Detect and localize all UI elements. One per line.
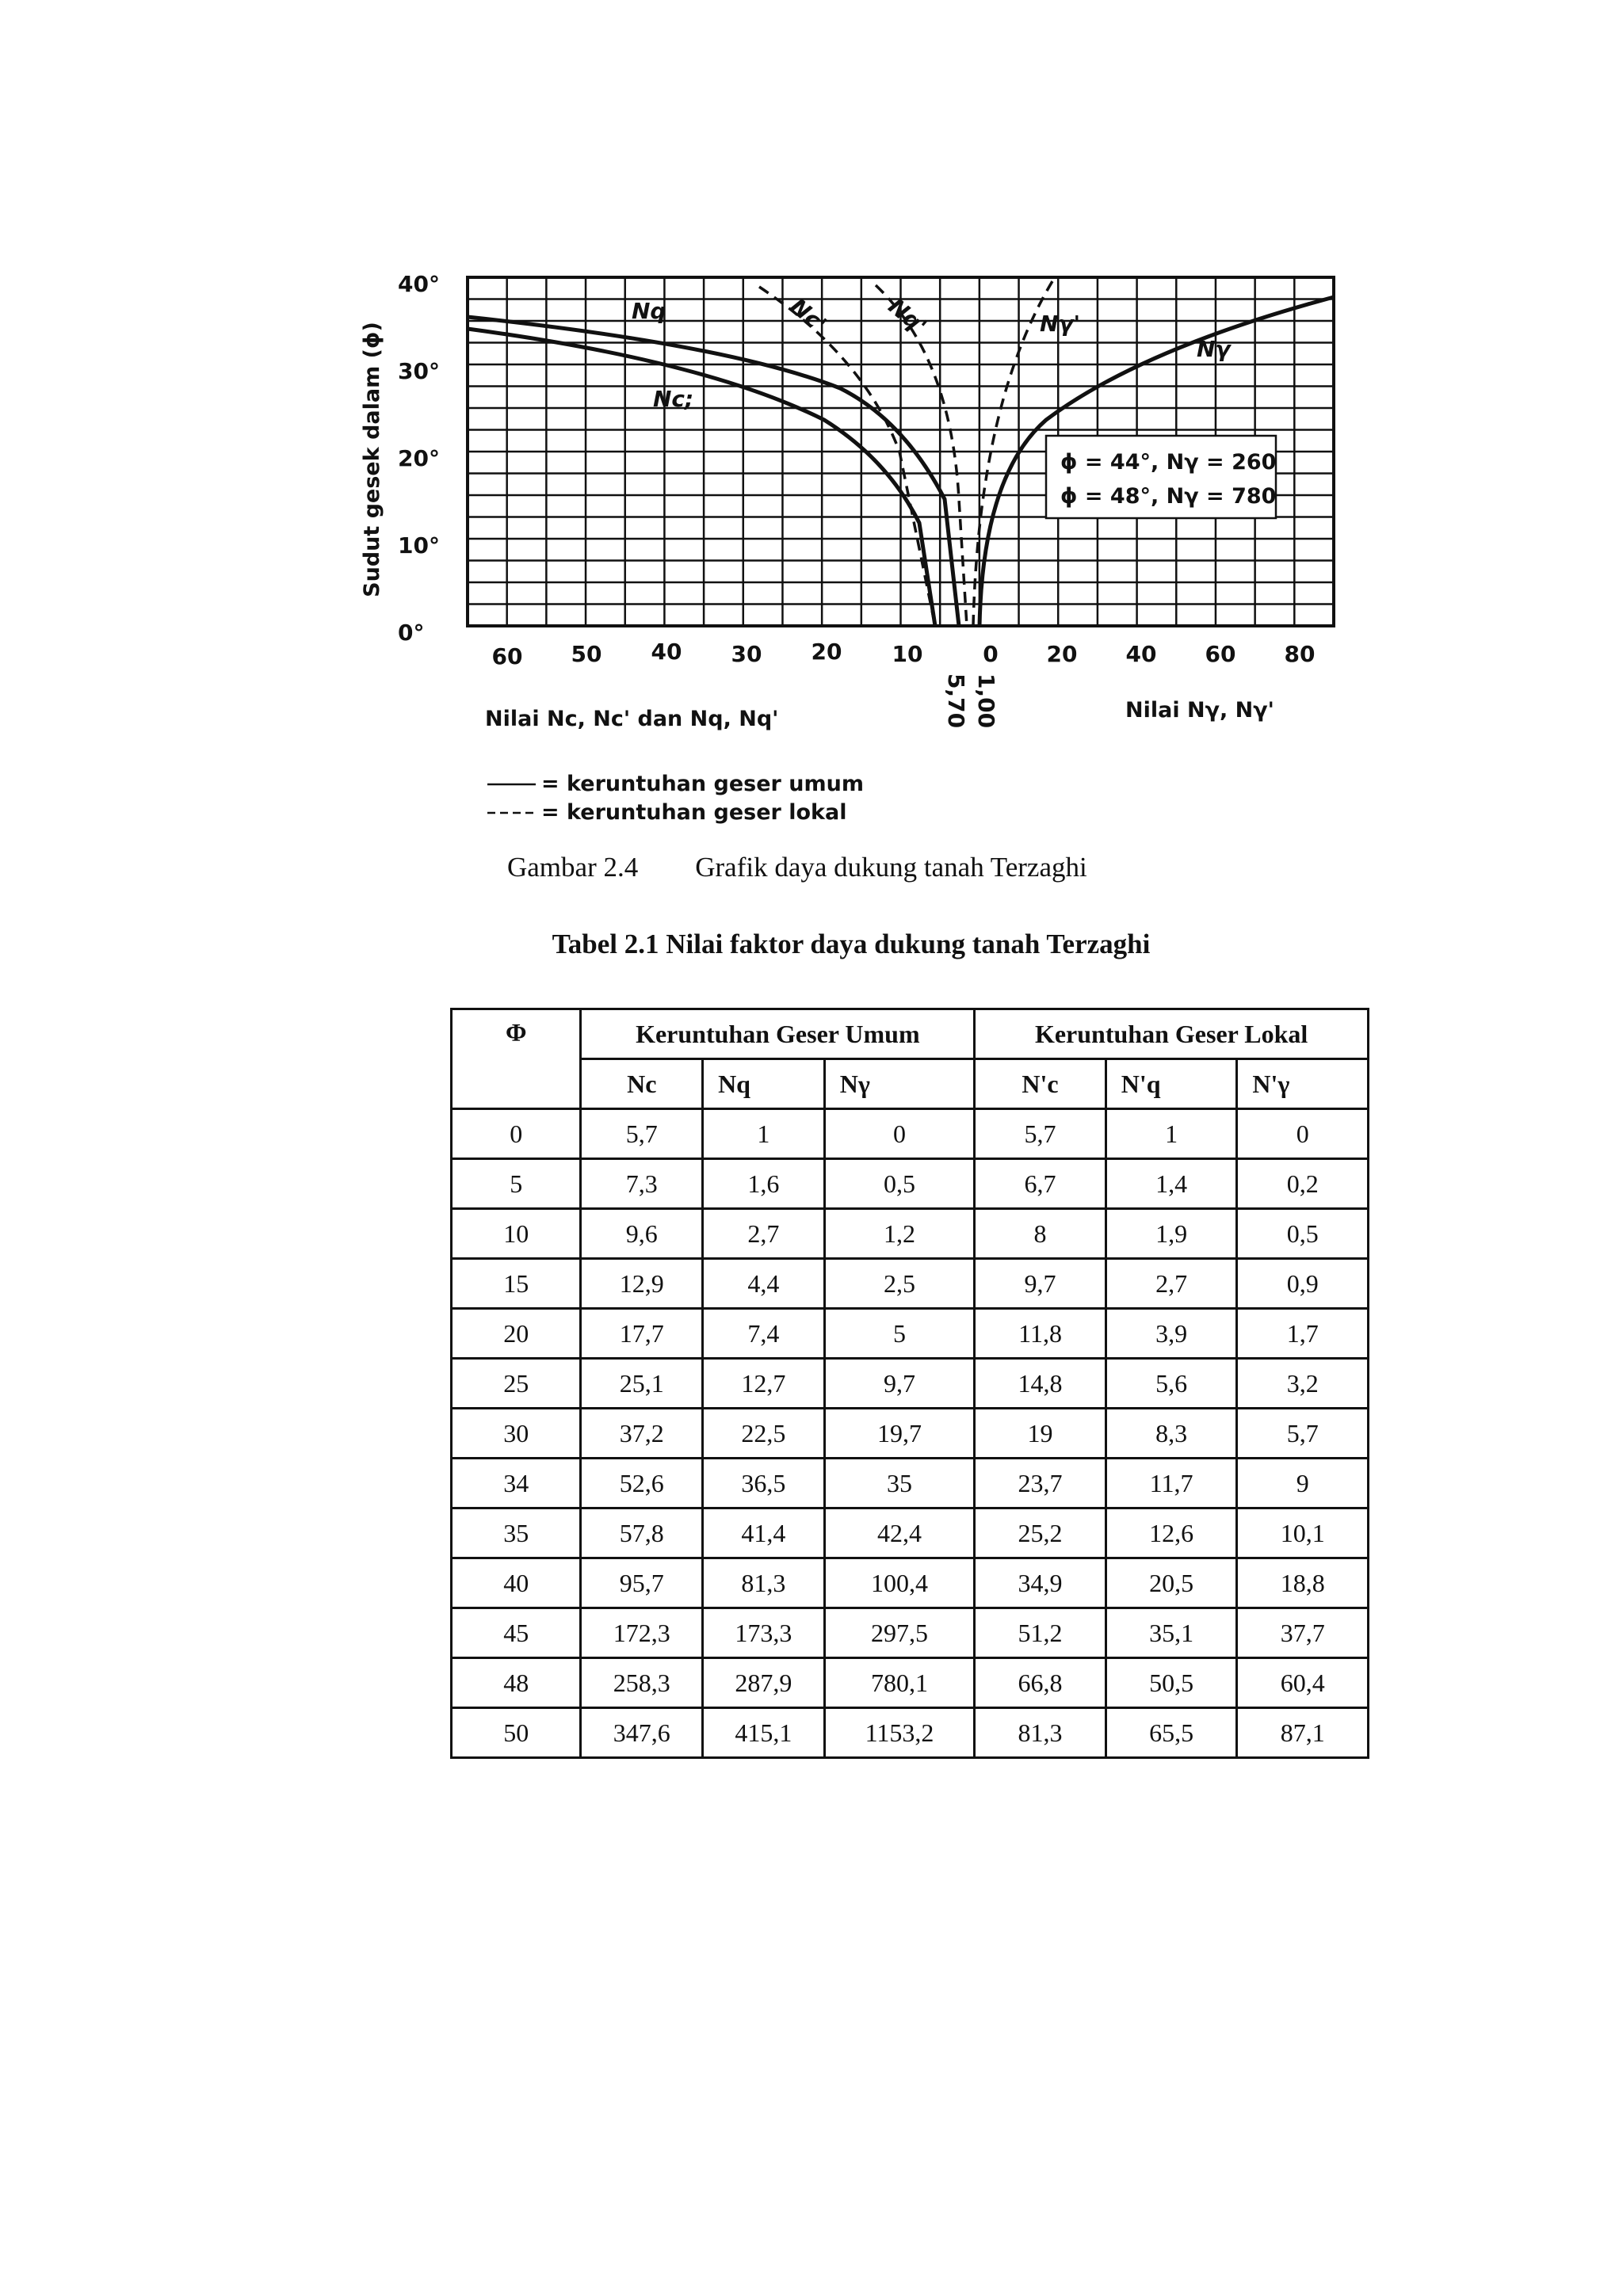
value-cell: 1,2 bbox=[824, 1209, 975, 1259]
phi-cell: 34 bbox=[452, 1459, 581, 1508]
value-cell: 12,7 bbox=[703, 1359, 825, 1409]
y-tick-30: 30° bbox=[398, 358, 440, 384]
value-cell: 172,3 bbox=[581, 1608, 703, 1658]
table-row bbox=[452, 1558, 1369, 1608]
value-cell: 1,6 bbox=[703, 1159, 825, 1209]
value-cell: 6,7 bbox=[975, 1159, 1106, 1209]
x-tick-50: 50 bbox=[571, 641, 602, 667]
figure-caption bbox=[507, 852, 1087, 883]
legend-general: = keruntuhan geser umum bbox=[541, 772, 864, 796]
curve-nc-prime bbox=[759, 287, 935, 626]
value-cell: 12,6 bbox=[1106, 1508, 1237, 1558]
phi-cell: 10 bbox=[452, 1209, 581, 1259]
phi-cell: 30 bbox=[452, 1409, 581, 1459]
table-row bbox=[452, 1359, 1369, 1409]
value-cell: 347,6 bbox=[581, 1708, 703, 1758]
subheader-nc-prime: N'c bbox=[975, 1059, 1106, 1109]
value-cell: 19,7 bbox=[824, 1409, 975, 1459]
phi-cell: 5 bbox=[452, 1159, 581, 1209]
y-axis-title: Sudut gesek dalam (ϕ) bbox=[360, 322, 384, 597]
value-cell: 17,7 bbox=[581, 1309, 703, 1359]
x-tick-40: 40 bbox=[651, 639, 682, 665]
caption-text: Grafik daya dukung tanah Terzaghi bbox=[695, 852, 1087, 883]
x-axis-label-right: Nilai Nγ, Nγ' bbox=[1125, 698, 1274, 723]
legend bbox=[487, 772, 864, 825]
value-cell: 23,7 bbox=[975, 1459, 1106, 1508]
value-cell: 81,3 bbox=[975, 1708, 1106, 1758]
table-header-row bbox=[452, 1009, 1369, 1059]
value-cell: 2,7 bbox=[1106, 1259, 1237, 1309]
value-cell: 5,7 bbox=[975, 1109, 1106, 1159]
value-cell: 8 bbox=[975, 1209, 1106, 1259]
phi-cell: 40 bbox=[452, 1558, 581, 1608]
y-tick-20: 20° bbox=[398, 445, 440, 471]
value-cell: 7,3 bbox=[581, 1159, 703, 1209]
x-tick-r0: 0 bbox=[983, 641, 999, 667]
value-cell: 3,9 bbox=[1106, 1309, 1237, 1359]
value-cell: 287,9 bbox=[703, 1658, 825, 1708]
value-cell: 20,5 bbox=[1106, 1558, 1237, 1608]
y-tick-40: 40° bbox=[398, 271, 440, 297]
y-tick-10: 10° bbox=[398, 532, 440, 559]
value-cell: 1,4 bbox=[1106, 1159, 1237, 1209]
header-phi: Φ bbox=[452, 1009, 581, 1109]
value-cell: 0,9 bbox=[1237, 1259, 1369, 1309]
value-cell: 11,8 bbox=[975, 1309, 1106, 1359]
label-nq-prime: Nq' bbox=[883, 292, 932, 340]
value-cell: 1,7 bbox=[1237, 1309, 1369, 1359]
value-cell: 0 bbox=[1237, 1109, 1369, 1159]
value-cell: 37,2 bbox=[581, 1409, 703, 1459]
value-cell: 11,7 bbox=[1106, 1459, 1237, 1508]
table-body bbox=[452, 1109, 1369, 1758]
table-row bbox=[452, 1259, 1369, 1309]
value-cell: 57,8 bbox=[581, 1508, 703, 1558]
value-cell: 9,7 bbox=[824, 1359, 975, 1409]
value-cell: 0,2 bbox=[1237, 1159, 1369, 1209]
subheader-nq: Nq bbox=[703, 1059, 825, 1109]
label-nc-prime: Nc' bbox=[785, 292, 832, 338]
value-cell: 35 bbox=[824, 1459, 975, 1508]
value-cell: 5,7 bbox=[1237, 1409, 1369, 1459]
value-cell: 18,8 bbox=[1237, 1558, 1369, 1608]
value-cell: 34,9 bbox=[975, 1558, 1106, 1608]
value-cell: 65,5 bbox=[1106, 1708, 1237, 1758]
value-cell: 35,1 bbox=[1106, 1608, 1237, 1658]
value-cell: 60,4 bbox=[1237, 1658, 1369, 1708]
value-cell: 0,5 bbox=[1237, 1209, 1369, 1259]
table-row bbox=[452, 1109, 1369, 1159]
phi-cell: 0 bbox=[452, 1109, 581, 1159]
table-row bbox=[452, 1209, 1369, 1259]
value-cell: 4,4 bbox=[703, 1259, 825, 1309]
value-cell: 415,1 bbox=[703, 1708, 825, 1758]
value-cell: 5 bbox=[824, 1309, 975, 1359]
value-cell: 95,7 bbox=[581, 1558, 703, 1608]
value-cell: 9,7 bbox=[975, 1259, 1106, 1309]
value-cell: 780,1 bbox=[824, 1658, 975, 1708]
subheader-nq-prime: N'q bbox=[1106, 1059, 1237, 1109]
subheader-ngamma: Nγ bbox=[824, 1059, 975, 1109]
value-cell: 51,2 bbox=[975, 1608, 1106, 1658]
x-tick-r20: 20 bbox=[1046, 641, 1078, 667]
header-local-shear: Keruntuhan Geser Lokal bbox=[975, 1009, 1369, 1059]
table-row bbox=[452, 1309, 1369, 1359]
value-cell: 66,8 bbox=[975, 1658, 1106, 1708]
x-tick-5-70: 5,70 bbox=[943, 673, 969, 729]
value-cell: 25,2 bbox=[975, 1508, 1106, 1558]
value-cell: 22,5 bbox=[703, 1409, 825, 1459]
x-tick-60: 60 bbox=[491, 643, 523, 669]
table-subheader-row bbox=[452, 1059, 1369, 1109]
value-cell: 2,7 bbox=[703, 1209, 825, 1259]
label-nc: Nc; bbox=[653, 386, 694, 412]
value-cell: 8,3 bbox=[1106, 1409, 1237, 1459]
x-tick-1-00: 1,00 bbox=[973, 673, 999, 729]
value-cell: 9,6 bbox=[581, 1209, 703, 1259]
value-cell: 9 bbox=[1237, 1459, 1369, 1508]
table-row bbox=[452, 1508, 1369, 1558]
value-cell: 25,1 bbox=[581, 1359, 703, 1409]
value-cell: 1153,2 bbox=[824, 1708, 975, 1758]
legend-local: = keruntuhan geser lokal bbox=[541, 800, 847, 825]
value-cell: 37,7 bbox=[1237, 1608, 1369, 1658]
x-tick-r40: 40 bbox=[1125, 641, 1157, 667]
value-cell: 41,4 bbox=[703, 1508, 825, 1558]
value-cell: 7,4 bbox=[703, 1309, 825, 1359]
header-general-shear: Keruntuhan Geser Umum bbox=[581, 1009, 975, 1059]
value-cell: 10,1 bbox=[1237, 1508, 1369, 1558]
value-cell: 3,2 bbox=[1237, 1359, 1369, 1409]
annotation-line-2: ϕ = 48°, Nγ = 780 bbox=[1060, 484, 1277, 509]
label-ngamma: Nγ bbox=[1197, 336, 1231, 362]
value-cell: 258,3 bbox=[581, 1658, 703, 1708]
x-axis-label-left: Nilai Nc, Nc' dan Nq, Nq' bbox=[485, 707, 779, 731]
x-tick-r60: 60 bbox=[1205, 641, 1236, 667]
value-cell: 36,5 bbox=[703, 1459, 825, 1508]
subheader-nc: Nc bbox=[581, 1059, 703, 1109]
caption-number: Gambar 2.4 bbox=[507, 852, 639, 883]
value-cell: 1 bbox=[1106, 1109, 1237, 1159]
subheader-ngamma-prime: N'γ bbox=[1237, 1059, 1369, 1109]
value-cell: 1 bbox=[703, 1109, 825, 1159]
terzaghi-bearing-capacity-figure bbox=[349, 261, 1363, 840]
table-row bbox=[452, 1608, 1369, 1658]
label-ngamma-prime: Nγ' bbox=[1040, 311, 1081, 337]
value-cell: 50,5 bbox=[1106, 1658, 1237, 1708]
value-cell: 5,6 bbox=[1106, 1359, 1237, 1409]
phi-cell: 20 bbox=[452, 1309, 581, 1359]
table-row bbox=[452, 1159, 1369, 1209]
x-tick-r80: 80 bbox=[1284, 641, 1316, 667]
phi-cell: 45 bbox=[452, 1608, 581, 1658]
phi-cell: 50 bbox=[452, 1708, 581, 1758]
value-cell: 12,9 bbox=[581, 1259, 703, 1309]
value-cell: 100,4 bbox=[824, 1558, 975, 1608]
x-tick-10: 10 bbox=[892, 641, 923, 667]
value-cell: 52,6 bbox=[581, 1459, 703, 1508]
value-cell: 173,3 bbox=[703, 1608, 825, 1658]
table-title: Tabel 2.1 Nilai faktor daya dukung tanah Terzaghi bbox=[552, 929, 1151, 959]
value-cell: 0,5 bbox=[824, 1159, 975, 1209]
phi-cell: 35 bbox=[452, 1508, 581, 1558]
annotation-line-1: ϕ = 44°, Nγ = 260 bbox=[1060, 450, 1277, 475]
phi-cell: 48 bbox=[452, 1658, 581, 1708]
value-cell: 14,8 bbox=[975, 1359, 1106, 1409]
value-cell: 1,9 bbox=[1106, 1209, 1237, 1259]
table-row bbox=[452, 1708, 1369, 1758]
table-row bbox=[452, 1409, 1369, 1459]
value-cell: 5,7 bbox=[581, 1109, 703, 1159]
table-row bbox=[452, 1658, 1369, 1708]
value-cell: 0 bbox=[824, 1109, 975, 1159]
value-cell: 87,1 bbox=[1237, 1708, 1369, 1758]
phi-cell: 25 bbox=[452, 1359, 581, 1409]
phi-cell: 15 bbox=[452, 1259, 581, 1309]
x-tick-30: 30 bbox=[731, 641, 762, 667]
y-tick-0: 0° bbox=[398, 620, 425, 646]
value-cell: 2,5 bbox=[824, 1259, 975, 1309]
table-row bbox=[452, 1459, 1369, 1508]
label-nq: Nq bbox=[632, 298, 666, 324]
terzaghi-factor-table bbox=[450, 1008, 1369, 1759]
x-tick-20: 20 bbox=[811, 639, 842, 665]
value-cell: 297,5 bbox=[824, 1608, 975, 1658]
value-cell: 42,4 bbox=[824, 1508, 975, 1558]
value-cell: 81,3 bbox=[703, 1558, 825, 1608]
value-cell: 19 bbox=[975, 1409, 1106, 1459]
